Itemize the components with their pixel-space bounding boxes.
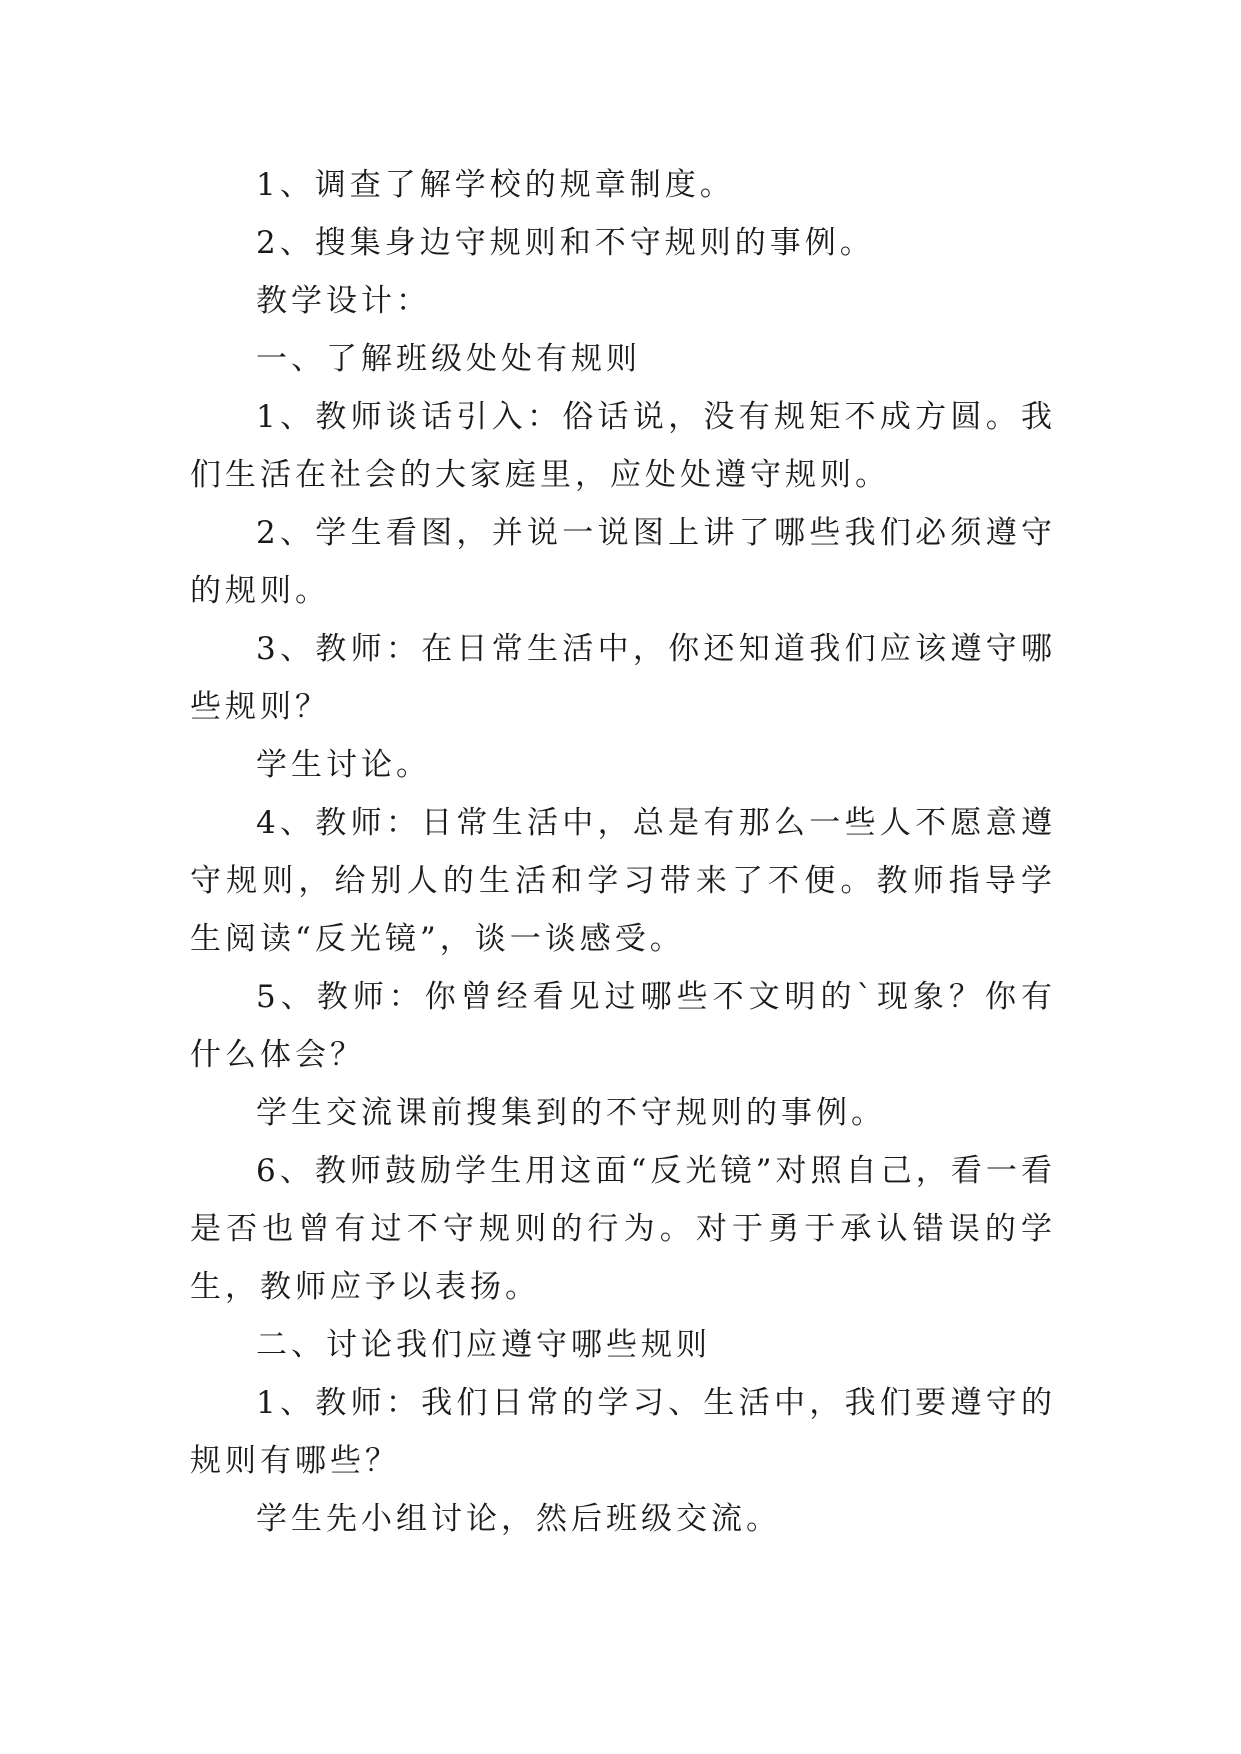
paragraph-15: 学生先小组讨论，然后班级交流。 (256, 1501, 781, 1537)
section-heading-1: 一、了解班级处处有规则 (256, 341, 641, 377)
paragraph-12: 6、教师鼓励学生用这面“反光镜”对照自己，看一看是否也曾有过不守规则的行为。对于勇于承认错误的学生，教师应予以表扬。 (190, 1153, 1056, 1305)
paragraph-6: 2、学生看图，并说一说图上讲了哪些我们必须遵守的规则。 (190, 515, 1056, 609)
document-body (190, 156, 1056, 1548)
section-heading-2: 二、讨论我们应遵守哪些规则 (256, 1327, 711, 1363)
paragraph-2: 2、搜集身边守规则和不守规则的事例。 (256, 225, 875, 261)
paragraph-7: 3、教师：在日常生活中，你还知道我们应该遵守哪些规则？ (190, 631, 1056, 725)
paragraph-1: 1、调查了解学校的规章制度。 (256, 167, 735, 203)
paragraph-10: 5、教师：你曾经看见过哪些不文明的`现象？你有什么体会？ (190, 979, 1056, 1073)
paragraph-11: 学生交流课前搜集到的不守规则的事例。 (256, 1095, 886, 1131)
paragraph-9: 4、教师：日常生活中，总是有那么一些人不愿意遵守规则，给别人的生活和学习带来了不便。教师指导学生阅读“反光镜”，谈一谈感受。 (190, 805, 1056, 957)
paragraph-3: 教学设计： (256, 283, 431, 319)
paragraph-5: 1、教师谈话引入：俗话说，没有规矩不成方圆。我们生活在社会的大家庭里，应处处遵守规则。 (190, 399, 1056, 493)
paragraph-8: 学生讨论。 (256, 747, 431, 783)
paragraph-14: 1、教师：我们日常的学习、生活中，我们要遵守的规则有哪些？ (190, 1385, 1056, 1479)
